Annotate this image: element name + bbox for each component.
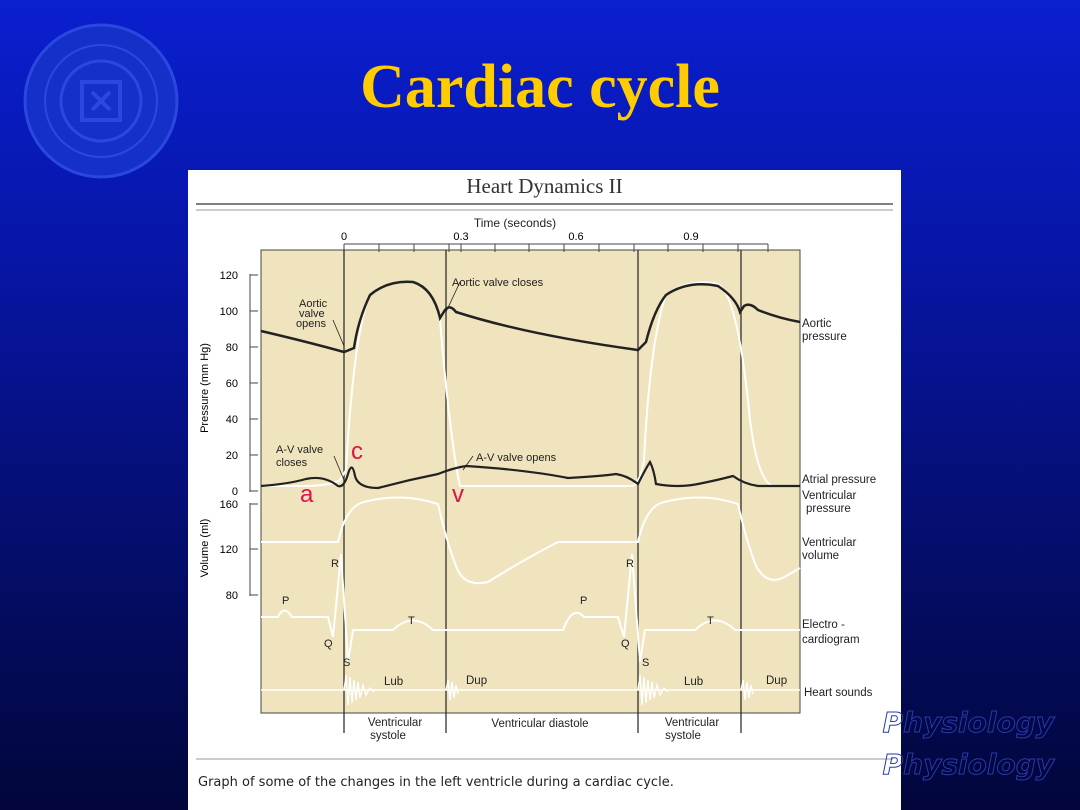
time-tick-0.3: 0.3	[453, 231, 469, 243]
pressure-tick-20: 20	[225, 450, 238, 462]
annotation-c: c	[351, 438, 363, 465]
ecg-r-1: R	[331, 558, 339, 570]
volume-axis-label: Volume (ml)	[199, 518, 211, 578]
ecg-r-2: R	[626, 558, 634, 570]
ecg-q-1: Q	[324, 638, 333, 650]
figure-title: Heart Dynamics II	[466, 174, 623, 198]
time-tick-0.9: 0.9	[683, 231, 699, 243]
watermark-line-2: Physiology	[882, 748, 1054, 781]
volume-tick-120: 120	[219, 544, 238, 556]
ecg-p-2: P	[580, 595, 588, 607]
volume-tick-160: 160	[219, 499, 238, 511]
watermark-line-1: Physiology	[882, 706, 1054, 739]
pressure-tick-0: 0	[231, 486, 238, 498]
volume-tick-80: 80	[225, 590, 238, 602]
svg-text:cardiogram: cardiogram	[802, 634, 860, 646]
pressure-axis-label: Pressure (mm Hg)	[199, 343, 211, 433]
pressure-tick-120: 120	[219, 270, 238, 282]
volume-axis-ticks	[250, 504, 258, 595]
svg-text:valve: valve	[299, 308, 325, 320]
label-ventricular-volume-1: Ventricular	[802, 537, 857, 549]
pressure-tick-40: 40	[225, 414, 238, 426]
event-aortic-closes: Aortic valve closes	[452, 277, 544, 289]
svg-text:pressure: pressure	[802, 331, 847, 343]
ecg-s-2: S	[642, 657, 650, 669]
ecg-s-1: S	[343, 657, 351, 669]
svg-text:pressure: pressure	[806, 503, 851, 515]
ecg-t-1: T	[408, 615, 415, 627]
sound-dup-1: Dup	[466, 675, 488, 687]
sound-lub-1: Lub	[384, 676, 404, 688]
sound-dup-2: Dup	[766, 675, 788, 687]
label-heart-sounds: Heart sounds	[804, 687, 873, 699]
ecg-q-2: Q	[621, 638, 630, 650]
phase-systole-1-line1: Ventricular	[367, 717, 423, 729]
time-tick-0.6: 0.6	[568, 231, 584, 243]
pressure-tick-60: 60	[225, 378, 238, 390]
heart-dynamics-figure	[188, 170, 901, 810]
annotation-a: a	[300, 481, 314, 508]
pressure-tick-100: 100	[219, 306, 238, 318]
svg-text:closes: closes	[276, 457, 308, 469]
svg-text:systole: systole	[370, 730, 406, 742]
svg-text:volume: volume	[802, 550, 840, 562]
phase-diastole: Ventricular diastole	[491, 718, 589, 730]
cardiac-cycle-diagram	[188, 170, 901, 770]
annotation-v: v	[452, 481, 464, 508]
pressure-axis-ticks	[250, 275, 258, 491]
label-aortic-1: Aortic	[802, 318, 832, 330]
figure-caption: Graph of some of the changes in the left ventricle during a cardiac cycle.	[198, 775, 674, 790]
time-axis-label: Time (seconds)	[473, 216, 557, 230]
svg-text:opens: opens	[296, 318, 326, 330]
aortic-opens-label-1: Aortic	[299, 298, 328, 310]
pressure-tick-80: 80	[225, 342, 238, 354]
slide-title: Cardiac cycle	[360, 53, 720, 121]
label-ecg-1: Electro -	[802, 619, 845, 631]
plot-area	[261, 250, 800, 713]
svg-text:systole: systole	[665, 730, 701, 742]
sound-lub-2: Lub	[684, 676, 704, 688]
label-atrial-pressure: Atrial pressure	[802, 474, 877, 486]
ecg-t-2: T	[707, 615, 714, 627]
time-tick-0: 0	[340, 231, 348, 243]
event-av-opens: A-V valve opens	[476, 452, 557, 464]
ecg-p-1: P	[282, 595, 290, 607]
phase-systole-2-line1: Ventricular	[664, 717, 720, 729]
event-av-closes-1: A-V valve	[276, 444, 324, 456]
label-ventricular-pressure-1: Ventricular	[802, 490, 857, 502]
